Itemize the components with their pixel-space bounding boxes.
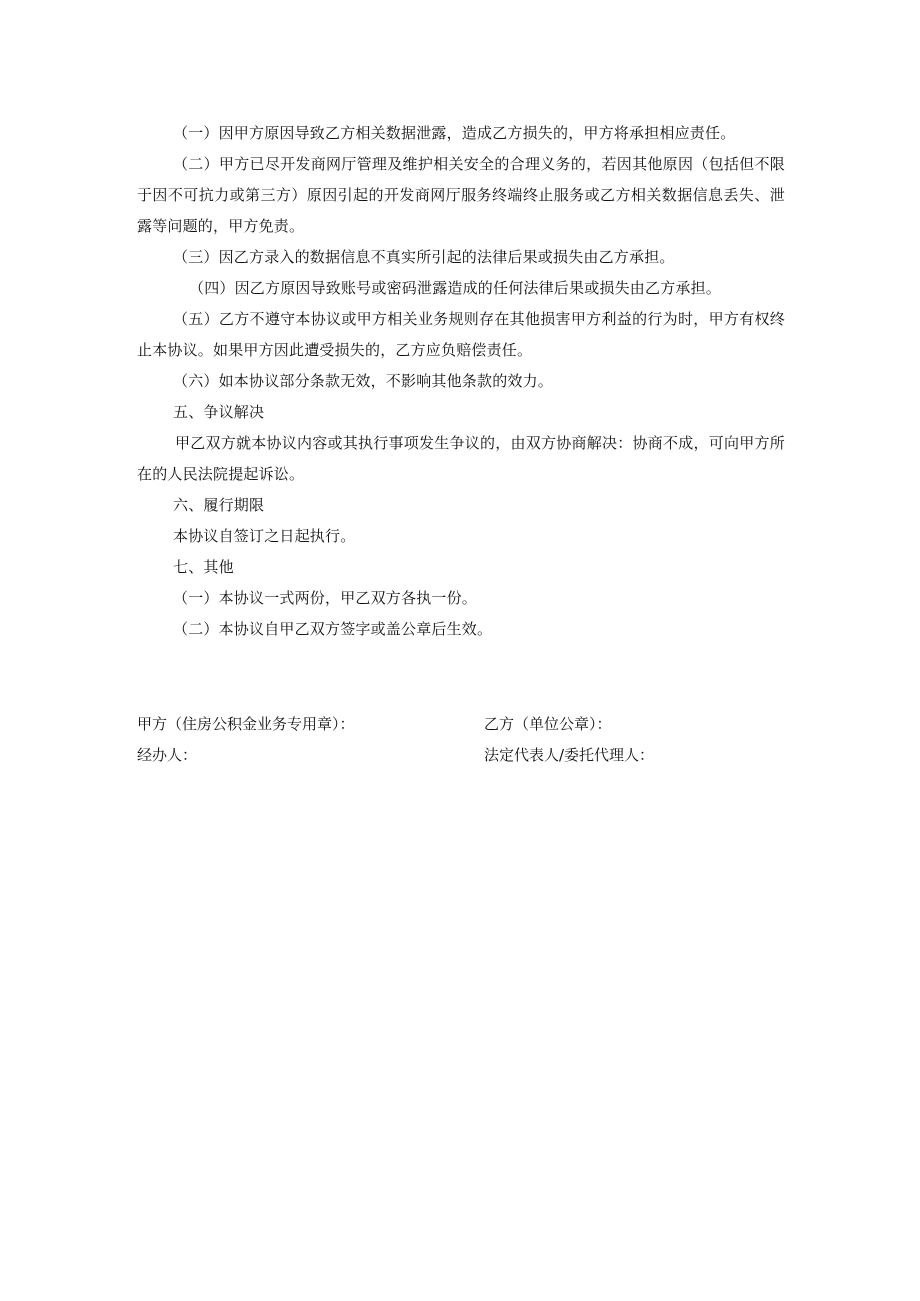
section-6-body: 本协议自签订之日起执行。 <box>173 527 356 545</box>
clause-4-2: （二）甲方已尽开发商网厅管理及维护相关安全的合理义务的，若因其他原因（包括但不限于因不可抗力或第三方）原因引起的开发商网厅服务终端终止服务或乙方相关数据信息丢失、泄露等问题的，甲方免责。 <box>137 155 785 235</box>
section-7-item-2: （二）本协议自甲乙双方签字或盖公章后生效。 <box>173 620 493 638</box>
clause-4-5: （五）乙方不遵守本协议或甲方相关业务规则存在其他损害甲方利益的行为时，甲方有权终止本协议。如果甲方因此遭受损失的，乙方应负赔偿责任。 <box>137 310 785 359</box>
clause-4-3: （三）因乙方录入的数据信息不真实所引起的法律后果或损失由乙方承担。 <box>173 248 675 266</box>
section-5-heading: 五、争议解决 <box>173 403 265 421</box>
clause-4-1: （一）因甲方原因导致乙方相关数据泄露，造成乙方损失的，甲方将承担相应责任。 <box>173 124 736 142</box>
party-a-handler-label: 经办人： <box>137 746 198 764</box>
section-7-heading: 七、其他 <box>173 558 234 576</box>
party-b-seal-label: 乙方（单位公章）： <box>484 715 612 733</box>
section-7-item-1: （一）本协议一式两份，甲乙双方各执一份。 <box>173 589 478 607</box>
section-5-body: 甲乙双方就本协议内容或其执行事项发生争议的，由双方协商解决：协商不成，可向甲方所在的人民法院提起诉讼。 <box>137 434 785 483</box>
section-6-heading: 六、履行期限 <box>173 496 265 514</box>
party-a-seal-label: 甲方（住房公积金业务专用章）： <box>137 715 355 733</box>
clause-4-4: （四）因乙方原因导致账号或密码泄露造成的任何法律后果或损失由乙方承担。 <box>189 279 722 297</box>
agreement-body <box>137 118 785 645</box>
party-b-representative-label: 法定代表人/委托代理人： <box>484 746 655 764</box>
clause-4-6: （六）如本协议部分条款无效，不影响其他条款的效力。 <box>173 372 554 390</box>
